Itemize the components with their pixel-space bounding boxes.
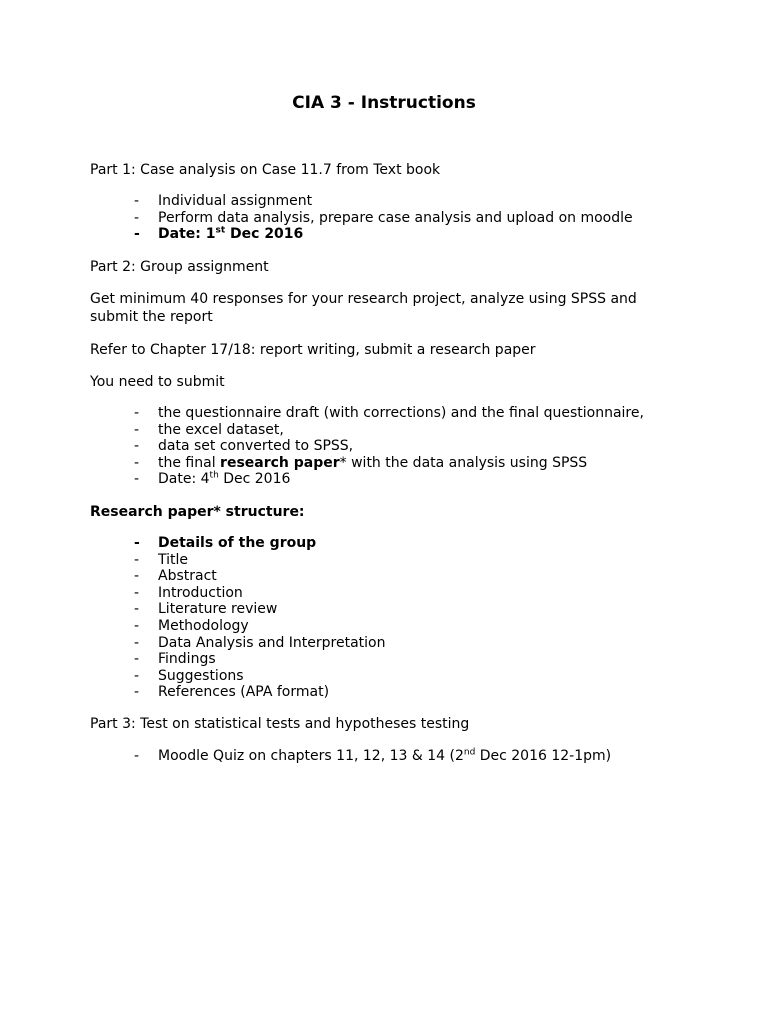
part1-item-2: Perform data analysis, prepare case analysis and upload on moodle	[158, 209, 633, 226]
list-item	[134, 618, 734, 635]
part1-list	[134, 193, 734, 243]
structure-item: Data Analysis and Interpretation	[158, 634, 386, 651]
date-suffix: Dec 2016	[225, 226, 304, 243]
bullet-dash: -	[134, 209, 140, 226]
list-item	[134, 651, 734, 668]
list-item	[134, 552, 734, 569]
item-suffix: * with the data analysis using SPSS	[339, 454, 588, 471]
bullet-dash: -	[134, 748, 140, 764]
list-item	[134, 226, 734, 243]
bullet-dash: -	[134, 684, 140, 701]
bullet-dash: -	[134, 551, 140, 568]
list-item	[134, 438, 734, 455]
bullet-dash: -	[134, 405, 140, 421]
part2-item-2: the excel dataset,	[158, 421, 284, 438]
list-item	[134, 684, 734, 701]
bullet-dash: -	[134, 601, 140, 618]
bullet-dash: -	[134, 634, 140, 651]
bullet-dash: -	[134, 584, 140, 601]
date-sup: st	[215, 225, 226, 236]
part2-item-1: the questionnaire draft (with corrections) and the final questionnaire,	[158, 405, 644, 421]
date-prefix: Date: 4	[158, 471, 210, 488]
structure-list	[134, 535, 734, 701]
bullet-dash: -	[134, 535, 140, 551]
part3-heading: Part 3: Test on statistical tests and hypotheses testing	[90, 716, 470, 732]
bullet-dash: -	[134, 226, 140, 243]
date-suffix: Dec 2016	[218, 471, 291, 488]
bullet-dash: -	[134, 438, 140, 455]
quiz-sup: nd	[463, 747, 476, 758]
part2-list	[134, 405, 734, 488]
structure-item: Findings	[158, 651, 216, 668]
bullet-dash: -	[134, 421, 140, 438]
quiz-suffix: Dec 2016 12-1pm)	[475, 748, 612, 764]
date-prefix: Date: 1	[158, 226, 216, 243]
list-item	[134, 193, 734, 210]
list-item	[134, 471, 734, 488]
part1-item-1: Individual assignment	[158, 193, 313, 209]
part2-item-4	[158, 455, 587, 471]
structure-item: References (APA format)	[158, 684, 330, 701]
bullet-dash: -	[134, 471, 140, 488]
part1-heading: Part 1: Case analysis on Case 11.7 from Text book	[90, 162, 441, 178]
part2-date	[158, 471, 290, 487]
part3-quiz	[158, 748, 611, 764]
bullet-dash: -	[134, 193, 140, 209]
structure-item: Methodology	[158, 617, 249, 634]
list-item	[134, 635, 734, 652]
item-bold: research paper	[220, 454, 340, 471]
bullet-dash: -	[134, 568, 140, 585]
structure-item-group: Details of the group	[158, 535, 317, 551]
part2-item-3: data set converted to SPSS,	[158, 438, 354, 455]
structure-item: Suggestions	[158, 667, 244, 684]
document-title: CIA 3 - Instructions	[292, 93, 476, 113]
list-item	[134, 422, 734, 439]
item-prefix: the final	[158, 454, 221, 471]
list-item	[134, 585, 734, 602]
list-item	[134, 668, 734, 685]
part2-paragraph-responses: Get minimum 40 responses for your research project, analyze using SPSS and submit the report	[90, 291, 637, 325]
part3-list	[134, 748, 734, 765]
list-item	[134, 455, 734, 472]
part2-paragraph-chapter: Refer to Chapter 17/18: report writing, submit a research paper	[90, 342, 536, 358]
list-item	[134, 535, 734, 552]
bullet-dash: -	[134, 651, 140, 668]
bullet-dash: -	[134, 617, 140, 634]
list-item	[134, 405, 734, 422]
list-item	[134, 601, 734, 618]
bullet-dash: -	[134, 667, 140, 684]
list-item	[134, 210, 734, 227]
structure-item: Literature review	[158, 601, 278, 618]
structure-heading: Research paper* structure:	[90, 504, 305, 520]
bullet-dash: -	[134, 454, 140, 471]
quiz-prefix: Moodle Quiz on chapters 11, 12, 13 & 14 (2	[158, 748, 464, 764]
structure-item: Introduction	[158, 584, 243, 601]
date-sup: th	[209, 470, 219, 481]
structure-item: Title	[158, 551, 189, 568]
structure-item: Abstract	[158, 568, 217, 585]
part2-paragraph-submit: You need to submit	[90, 374, 225, 390]
list-item	[134, 748, 734, 765]
part2-heading: Part 2: Group assignment	[90, 259, 269, 275]
list-item	[134, 568, 734, 585]
part1-date	[158, 226, 303, 242]
